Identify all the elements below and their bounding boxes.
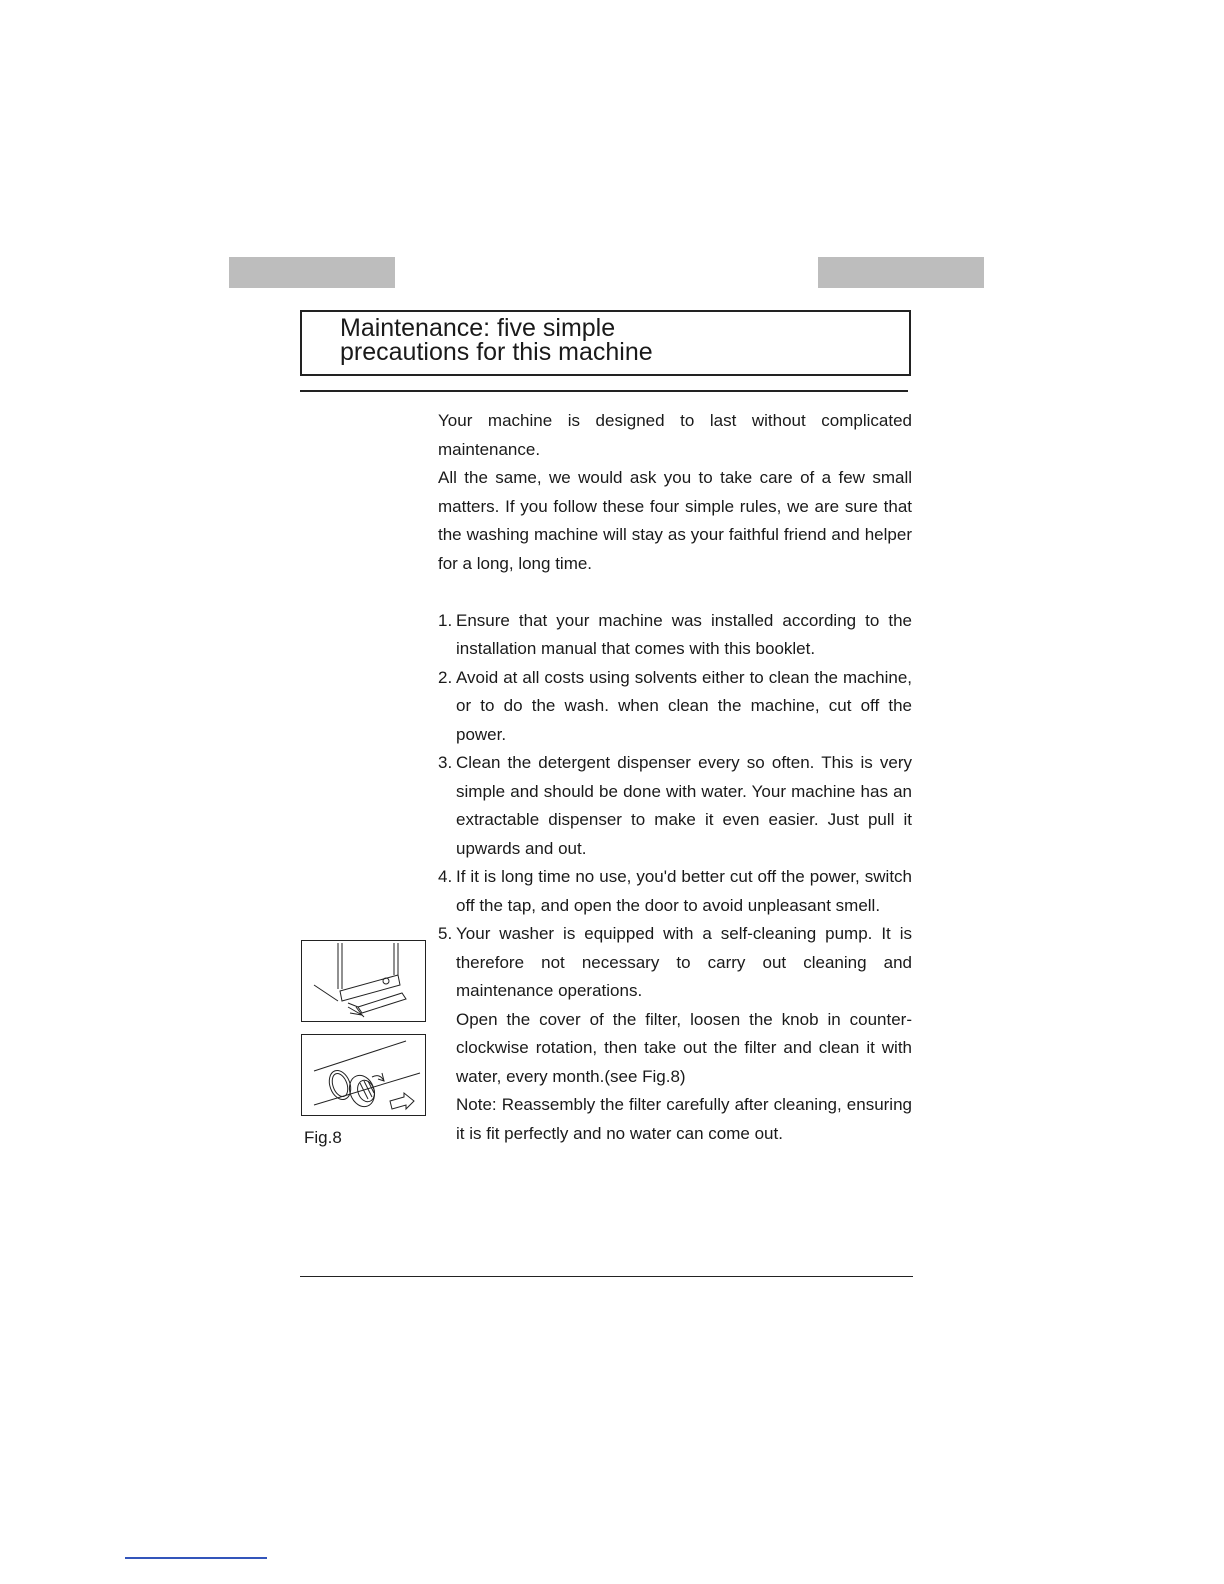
title-line-2: precautions for this machine xyxy=(340,338,653,366)
list-number: 4. xyxy=(438,867,453,886)
list-text: If it is long time no use, you'd better cut off the power, switch off the tap, and open the door to avoid unpleasant smell. xyxy=(456,867,912,915)
list-number: 2. xyxy=(438,667,453,687)
list-number: 5. xyxy=(438,924,453,943)
filter-illustration xyxy=(301,1034,426,1116)
list-text: Clean the detergent dispenser every so often. This is very simple and should be done with water. Your machine has an extractable dispenser to make it even easier. Just pull it upwards and out. xyxy=(456,753,912,858)
header-tab-right xyxy=(818,257,984,288)
intro-paragraph-2: All the same, we would ask you to take care of a few small matters. If you follow these four simple rules, we are sure that the washing machine will stay as your faithful friend and helper for a long, long time. xyxy=(438,468,912,573)
bottom-divider xyxy=(300,1276,913,1277)
title-box xyxy=(300,310,911,376)
list-item-2 xyxy=(438,664,912,750)
reassembly-note: Note: Reassembly the filter carefully after cleaning, ensuring it is fit perfectly and no water can come out. xyxy=(456,1095,912,1143)
filter-drawing xyxy=(302,1035,425,1115)
title-line-1: Maintenance: five simple xyxy=(340,314,616,342)
list-item-4 xyxy=(438,863,912,920)
figure-caption: Fig.8 xyxy=(304,1128,342,1147)
list-number: 3. xyxy=(438,753,453,772)
header-tab-left xyxy=(229,257,395,288)
body-text xyxy=(438,407,912,1148)
paragraph-gap xyxy=(438,578,912,607)
intro-paragraph-1: Your machine is designed to last without complicated maintenance. xyxy=(438,411,912,459)
list-text: Ensure that your machine was installed according to the installation manual that comes with this booklet. xyxy=(456,610,912,658)
page-title xyxy=(340,316,653,364)
pump-cover-drawing xyxy=(302,941,425,1021)
list-item-5 xyxy=(438,920,912,1006)
top-divider xyxy=(300,390,908,392)
pump-cover-illustration xyxy=(301,940,426,1022)
list-text: Your washer is equipped with a self-cleaning pump. It is therefore not necessary to carry out cleaning and maintenance operations. xyxy=(456,924,912,1000)
list-item-3 xyxy=(438,749,912,863)
list-text: Avoid at all costs using solvents either to clean the machine, or to do the wash. when clean the machine, cut off the power. xyxy=(456,667,912,744)
filter-instructions: Open the cover of the filter, loosen the knob in counter-clockwise rotation, then take out the filter and clean it with water, every month.(see Fig.8) xyxy=(456,1009,912,1086)
footer-blue-line xyxy=(125,1557,267,1559)
list-number: 1. xyxy=(438,610,453,630)
list-item-1 xyxy=(438,607,912,664)
